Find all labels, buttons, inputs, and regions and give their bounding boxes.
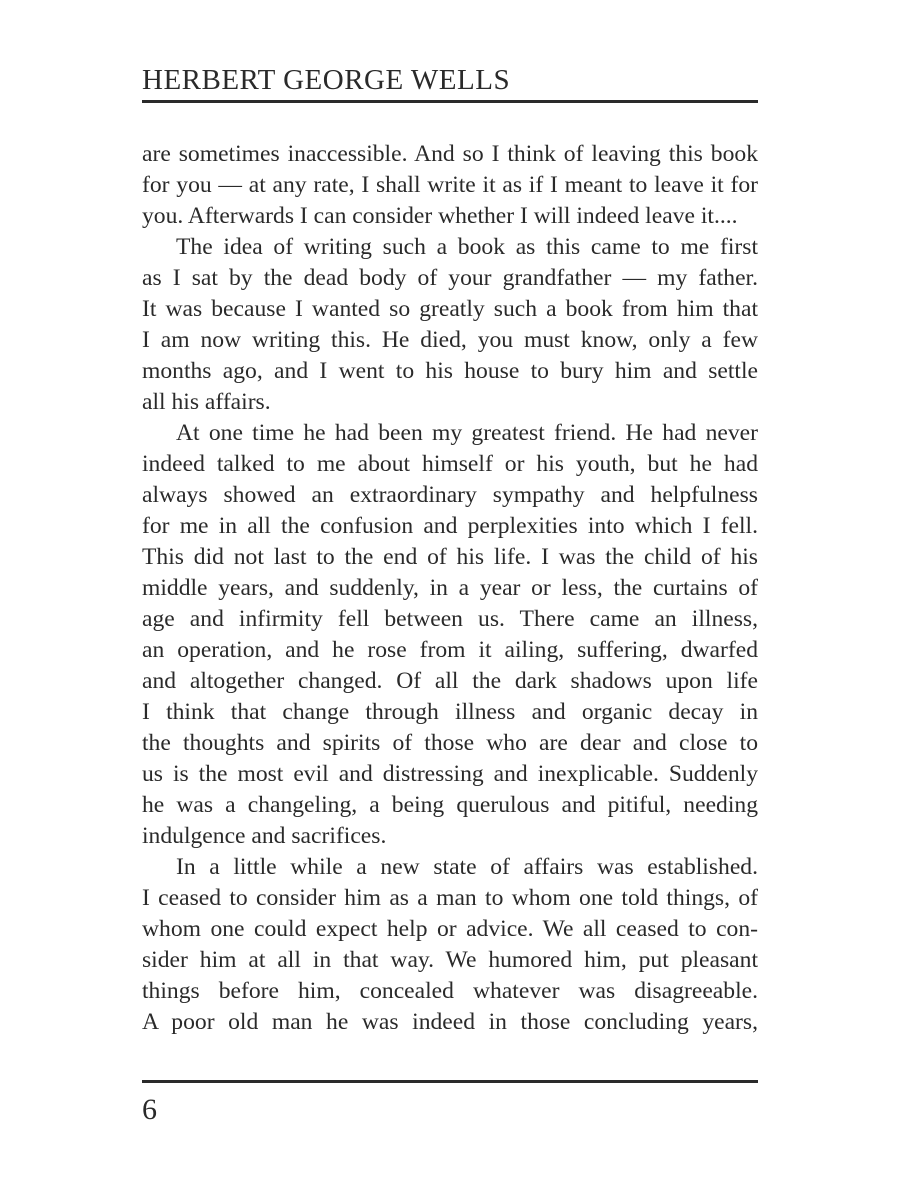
text-line: indulgence and sacrifices. [142,823,387,849]
book-page [142,0,758,1200]
text-line: and altogether changed. Of all the dark shadows upon life [142,668,758,694]
text-line: sider him at all in that way. We humored him, put pleasant [142,947,758,973]
body-text [142,139,758,1038]
text-line: The idea of writing such a book as this came to me first [176,234,758,260]
header-rule [142,100,758,103]
text-line: for you — at any rate, I shall write it as if I meant to leave it for [142,172,758,198]
text-line: for me in all the confusion and perplexities into which I fell. [142,513,758,539]
text-line: an operation, and he rose from it ailing, suffering, dwarfed [142,637,758,663]
text-line: you. Afterwards I can consider whether I will indeed leave it.... [142,203,738,229]
running-head-title: HERBERT GEORGE WELLS [142,64,511,96]
text-line: A poor old man he was indeed in those concluding years, [142,1009,758,1035]
text-line: age and infirmity fell between us. There came an illness, [142,606,758,632]
text-line: At one time he had been my greatest friend. He had never [176,420,758,446]
text-line: In a little while a new state of affairs was established. [176,854,758,880]
text-line: I am now writing this. He died, you must know, only a few [142,327,758,353]
text-line: I ceased to consider him as a man to whom one told things, of [142,885,758,911]
text-line: This did not last to the end of his life. I was the child of his [142,544,758,570]
text-line: whom one could expect help or advice. We all ceased to con- [142,916,758,942]
text-line: It was because I wanted so greatly such a book from him that [142,296,758,322]
text-line: months ago, and I went to his house to bury him and settle [142,358,758,384]
page-number: 6 [142,1093,157,1126]
text-line: middle years, and suddenly, in a year or less, the curtains of [142,575,758,601]
text-line: I think that change through illness and organic decay in [142,699,758,725]
text-line: indeed talked to me about himself or his youth, but he had [142,451,758,477]
footer-rule [142,1080,758,1083]
text-line: us is the most evil and distressing and inexplicable. Suddenly [142,761,758,787]
text-line: he was a changeling, a being querulous and pitiful, needing [142,792,758,818]
text-line: all his affairs. [142,389,271,415]
text-line: the thoughts and spirits of those who are dear and close to [142,730,758,756]
text-line: are sometimes inaccessible. And so I think of leaving this book [142,141,758,167]
text-line: always showed an extraordinary sympathy and helpfulness [142,482,758,508]
text-line: things before him, concealed whatever was disagreeable. [142,978,758,1004]
text-line: as I sat by the dead body of your grandfather — my father. [142,265,758,291]
